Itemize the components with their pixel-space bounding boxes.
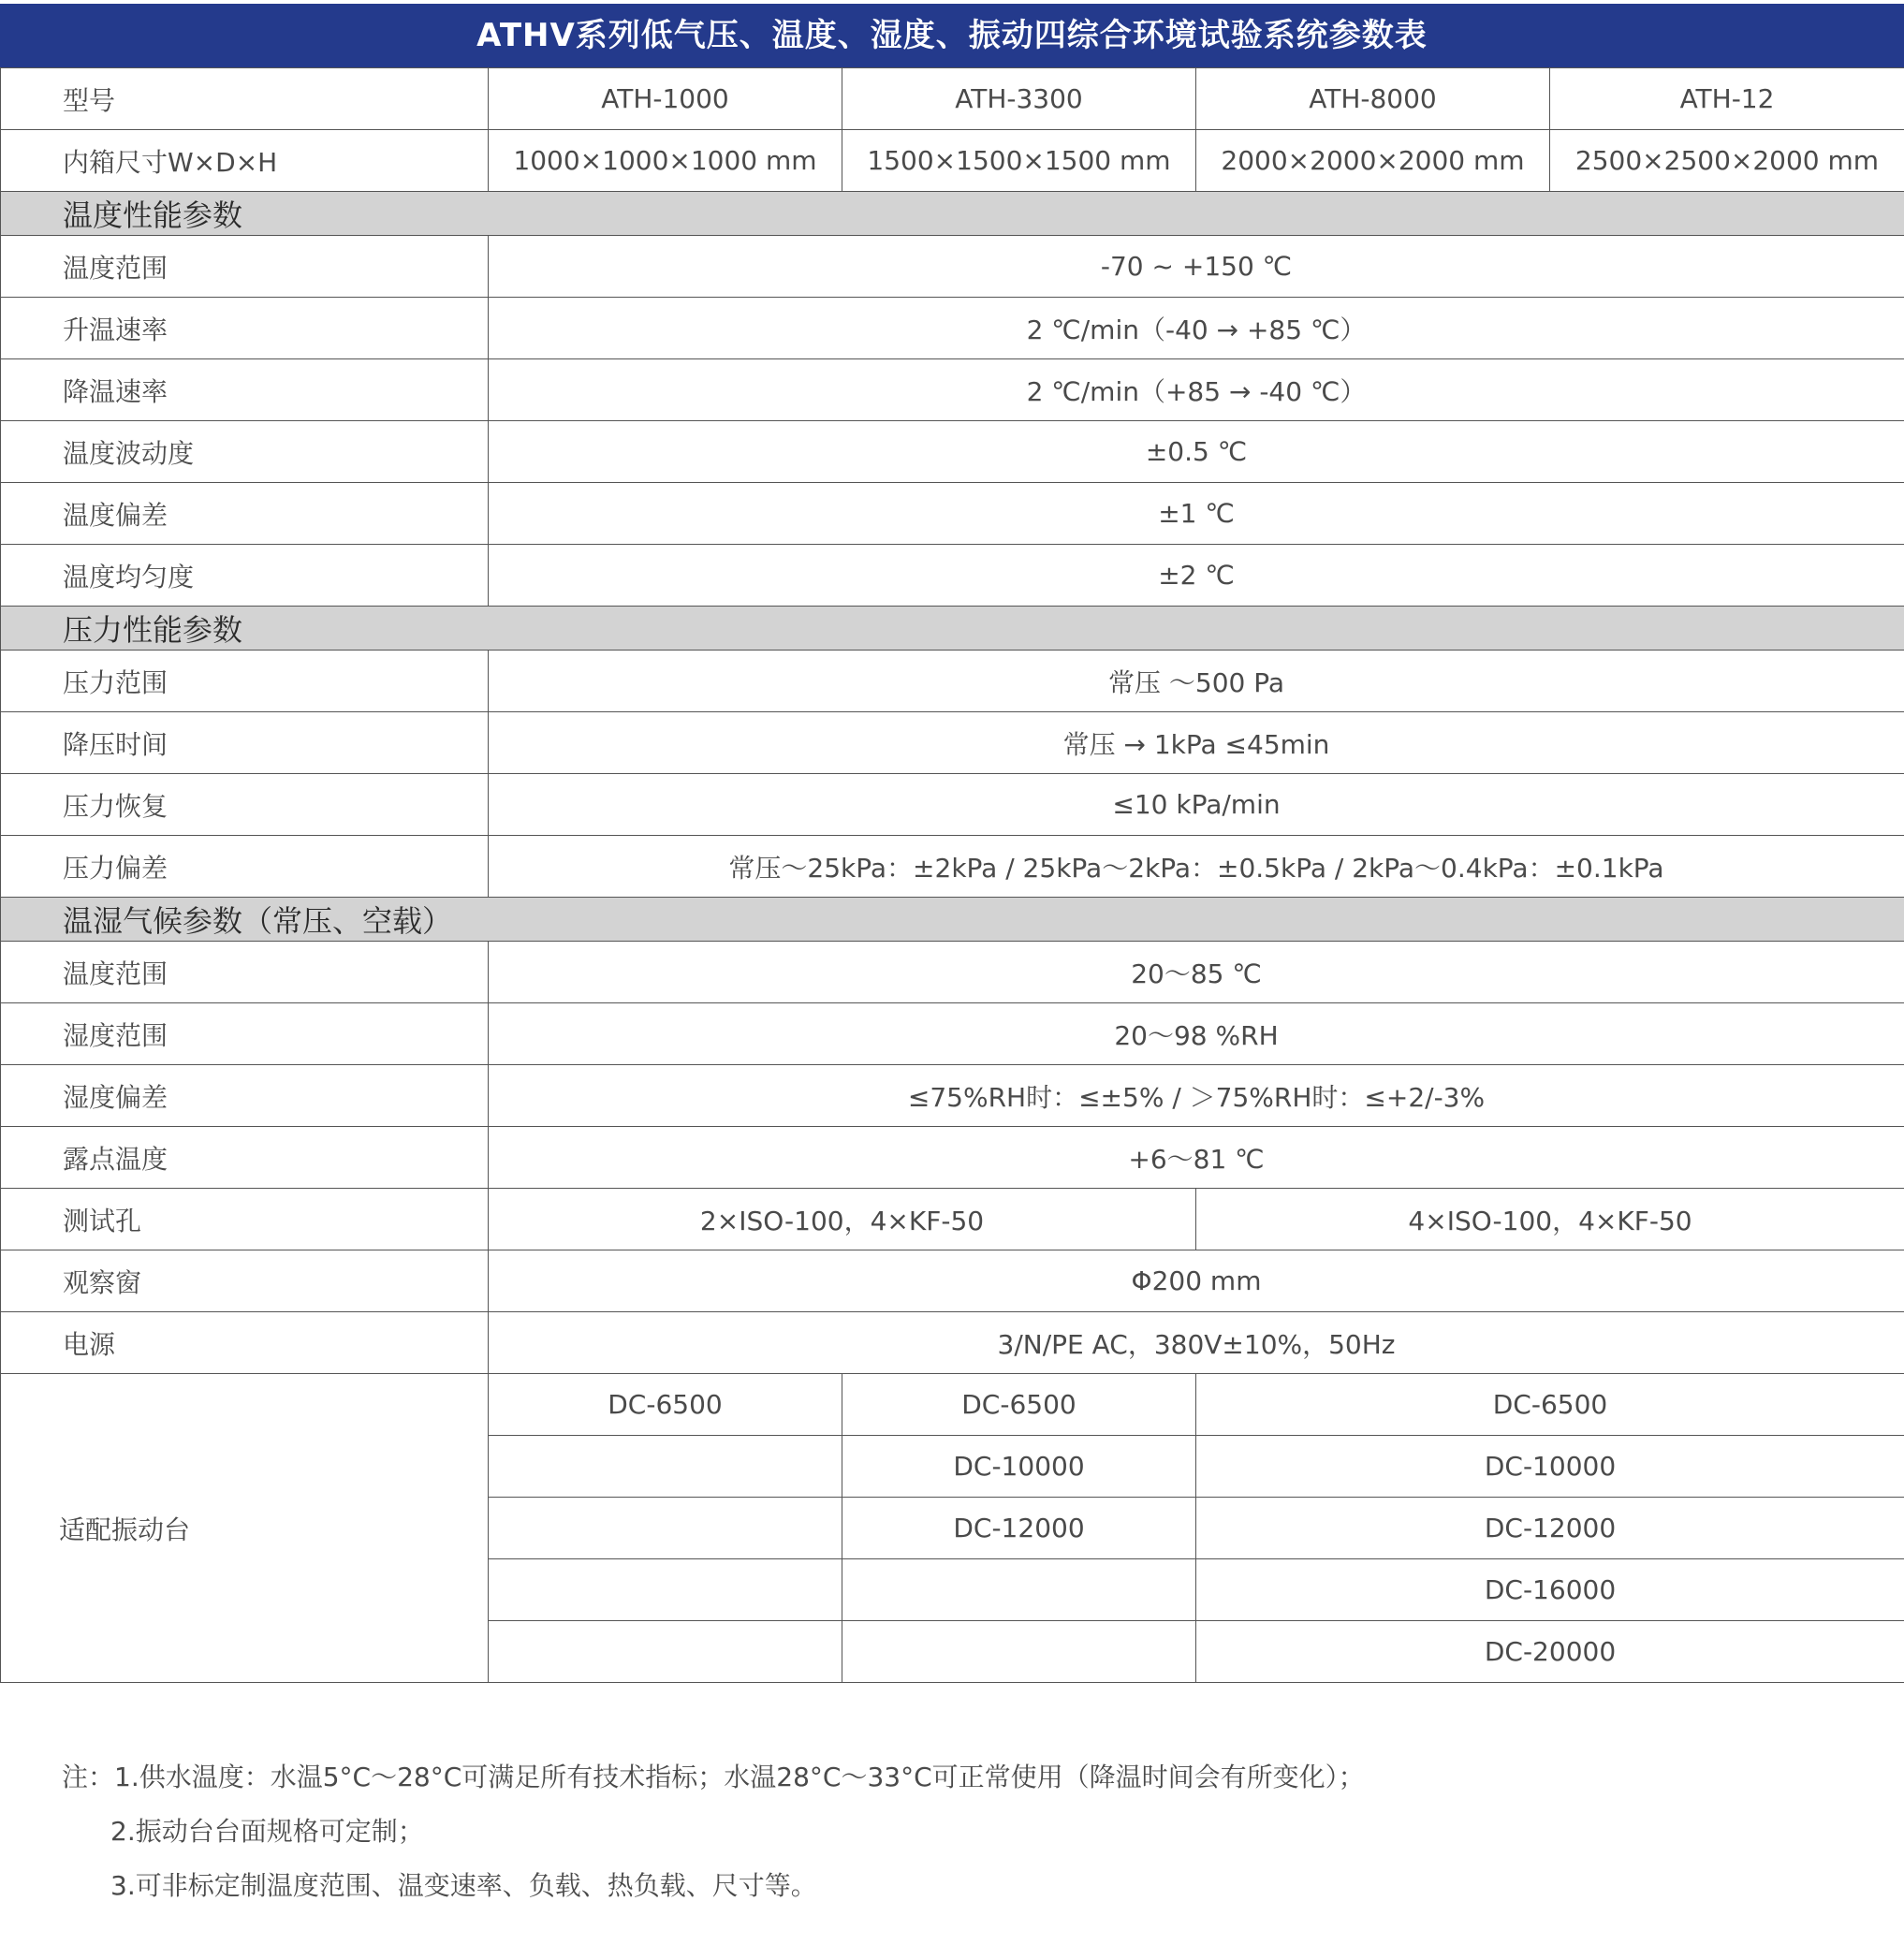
note-item: 2.振动台台面规格可定制； xyxy=(110,1816,424,1847)
test-ports-right: 4×ISO-100，4×KF-50 xyxy=(1196,1189,1904,1250)
vibration-cell: DC-12000 xyxy=(842,1498,1196,1559)
section-title-pressure: 压力性能参数 xyxy=(1,607,1904,651)
table-row xyxy=(1,1003,1904,1065)
section-header xyxy=(1,607,1904,651)
size-cell: 1000×1000×1000 mm xyxy=(489,130,842,192)
vibration-cell: DC-6500 xyxy=(1196,1374,1904,1436)
row-value: ±1 ℃ xyxy=(489,483,1904,545)
table-row xyxy=(1,1312,1904,1374)
table-row xyxy=(1,836,1904,898)
vibration-cell: DC-6500 xyxy=(489,1374,842,1436)
row-value: ±0.5 ℃ xyxy=(489,421,1904,483)
row-label: 压力恢复 xyxy=(1,774,489,836)
size-cell: 1500×1500×1500 mm xyxy=(842,130,1196,192)
row-value: ±2 ℃ xyxy=(489,545,1904,607)
table-row xyxy=(1,130,1904,192)
table-row xyxy=(1,1065,1904,1127)
row-label: 降温速率 xyxy=(1,359,489,421)
vibration-cell: DC-12000 xyxy=(1196,1498,1904,1559)
row-label: 湿度范围 xyxy=(1,1003,489,1065)
vibration-cell xyxy=(842,1621,1196,1683)
row-label: 降压时间 xyxy=(1,712,489,774)
row-label: 温度偏差 xyxy=(1,483,489,545)
size-label: 内箱尺寸W×D×H xyxy=(1,130,489,192)
vibration-cell xyxy=(489,1559,842,1621)
table-row xyxy=(1,1374,1904,1436)
table-row xyxy=(1,545,1904,607)
model-cell: ATH-1000 xyxy=(489,68,842,130)
vibration-cell xyxy=(842,1559,1196,1621)
note-item: 注：1.供水温度：水温5°C～28°C可满足所有技术指标；水温28°C～33°C可正常使用（降温时间会有所变化）； xyxy=(62,1762,1365,1792)
row-label: 温度波动度 xyxy=(1,421,489,483)
row-label: 观察窗 xyxy=(1,1250,489,1312)
vibration-cell: DC-6500 xyxy=(842,1374,1196,1436)
table-title: ATHV系列低气压、温度、湿度、振动四综合环境试验系统参数表 xyxy=(0,4,1904,67)
row-label: 测试孔 xyxy=(1,1189,489,1250)
model-cell: ATH-3300 xyxy=(842,68,1196,130)
vibration-cell: DC-10000 xyxy=(1196,1436,1904,1498)
row-value: 2 ℃/min（+85 → -40 ℃） xyxy=(489,359,1904,421)
table-row xyxy=(1,1250,1904,1312)
row-label: 压力范围 xyxy=(1,651,489,712)
test-ports-left: 2×ISO-100，4×KF-50 xyxy=(489,1189,1196,1250)
section-title-temperature: 温度性能参数 xyxy=(1,192,1904,236)
table-row xyxy=(1,712,1904,774)
row-value: ≤75%RH时：≤±5% / ＞75%RH时：≤+2/-3% xyxy=(489,1065,1904,1127)
table-row xyxy=(1,298,1904,359)
vibration-cell: DC-16000 xyxy=(1196,1559,1904,1621)
section-header xyxy=(1,192,1904,236)
row-label: 电源 xyxy=(1,1312,489,1374)
row-value: 常压 ～500 Pa xyxy=(489,651,1904,712)
row-value: 2 ℃/min（-40 → +85 ℃） xyxy=(489,298,1904,359)
table-row xyxy=(1,421,1904,483)
row-value: 3/N/PE AC，380V±10%，50Hz xyxy=(489,1312,1904,1374)
row-value: 常压～25kPa：±2kPa / 25kPa～2kPa：±0.5kPa / 2kPa～0.4kPa：±0.1kPa xyxy=(489,836,1904,898)
row-value: ≤10 kPa/min xyxy=(489,774,1904,836)
note-item: 3.可非标定制温度范围、温变速率、负载、热负载、尺寸等。 xyxy=(110,1870,817,1901)
row-value: +6～81 ℃ xyxy=(489,1127,1904,1189)
table-row xyxy=(1,651,1904,712)
row-value: Φ200 mm xyxy=(489,1250,1904,1312)
table-row xyxy=(1,68,1904,130)
row-label: 温度范围 xyxy=(1,942,489,1003)
table-row xyxy=(1,359,1904,421)
model-cell: ATH-12 xyxy=(1550,68,1904,130)
row-value: 20～98 %RH xyxy=(489,1003,1904,1065)
row-value: 常压 → 1kPa ≤45min xyxy=(489,712,1904,774)
table-row xyxy=(1,1127,1904,1189)
vibration-cell xyxy=(489,1621,842,1683)
vibration-cell: DC-10000 xyxy=(842,1436,1196,1498)
size-cell: 2000×2000×2000 mm xyxy=(1196,130,1550,192)
row-label: 温度均匀度 xyxy=(1,545,489,607)
size-cell: 2500×2500×2000 mm xyxy=(1550,130,1904,192)
vibration-cell: DC-20000 xyxy=(1196,1621,1904,1683)
notes xyxy=(62,1750,1365,1913)
table-row xyxy=(1,483,1904,545)
vibration-cell xyxy=(489,1498,842,1559)
spec-sheet xyxy=(0,4,1904,1683)
spec-table xyxy=(0,67,1904,1683)
section-header xyxy=(1,898,1904,942)
row-label: 压力偏差 xyxy=(1,836,489,898)
row-label: 湿度偏差 xyxy=(1,1065,489,1127)
table-row xyxy=(1,236,1904,298)
row-label: 露点温度 xyxy=(1,1127,489,1189)
section-title-climate: 温湿气候参数（常压、空载） xyxy=(1,898,1904,942)
row-value: -70 ~ +150 ℃ xyxy=(489,236,1904,298)
vibration-label: 适配振动台 xyxy=(1,1374,489,1683)
row-value: 20～85 ℃ xyxy=(489,942,1904,1003)
model-cell: ATH-8000 xyxy=(1196,68,1550,130)
row-label: 温度范围 xyxy=(1,236,489,298)
row-label: 升温速率 xyxy=(1,298,489,359)
model-label: 型号 xyxy=(1,68,489,130)
table-row xyxy=(1,774,1904,836)
table-row xyxy=(1,1189,1904,1250)
vibration-cell xyxy=(489,1436,842,1498)
table-row xyxy=(1,942,1904,1003)
